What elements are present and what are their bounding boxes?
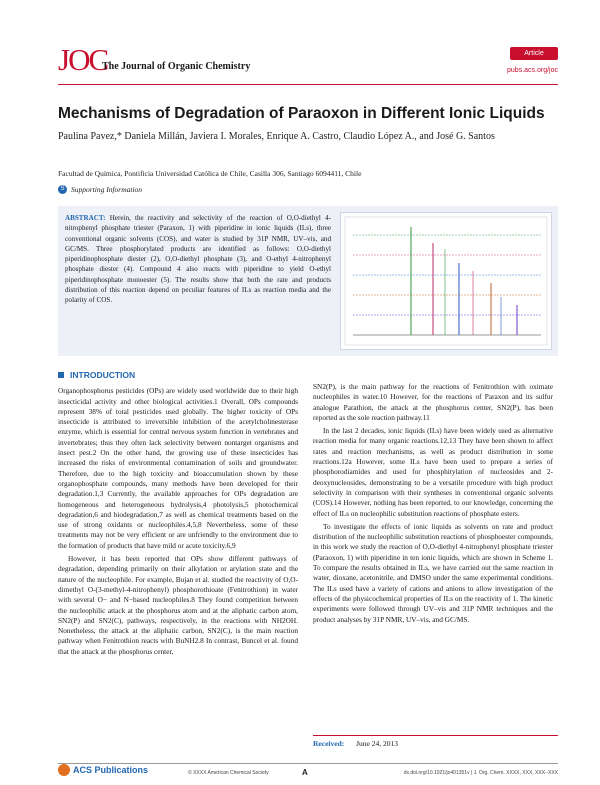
supporting-info-icon: S (58, 185, 67, 194)
received-value: June 24, 2013 (356, 739, 398, 748)
page-footer (58, 765, 558, 780)
supporting-information-link[interactable] (58, 185, 142, 194)
supporting-info-label: Supporting Information (71, 185, 143, 194)
journal-logo: JOC (58, 42, 108, 77)
received-label: Received: (313, 739, 345, 748)
abstract-box (58, 206, 558, 356)
journal-url-link[interactable]: pubs.acs.org/joc (507, 67, 558, 74)
intro-paragraph: However, it has been reported that OPs show different pathways of degradation, depending primarily on their alkylation or arylation state and the nature of the nucleophile. For example, Bujan et al. studied the reactivity of O,O-dimethyl O-(3-methyl-4-nitrophenyl) phosphorothioate (Fenitrothion) in water with several O− and N−based nucleophiles.8 They found competition between the nucleophilic attack at the phosphorus atom and at the aliphatic carbon atom, SN2(P) and SN2(C), pathways, respectively, in the reactions with NH2OH. Nonetheless, the attack at the aliphatic carbon, SN2(C), is the main reaction pathway when Fenitrothion reacts with BuNH2.8 In contrast, Buncel et al. found that the attack at the phosphorus center, (58, 554, 298, 656)
article-title: Mechanisms of Degradation of Paraoxon in Different Ionic Liquids (58, 105, 545, 122)
abstract-text (65, 213, 331, 306)
introduction-left-column (58, 370, 298, 660)
intro-paragraph: Organophosphorus pesticides (OPs) are widely used worldwide due to their high insecticidal activity and other biological activities.1 Overall, OPs compounds represent 38% of total pesticides used globally. The higher toxicity of OPs insecticide is attributed to irreversible inhibition of the acetylcholinesterase enzyme, which is essential for central nervous system function in vertebrates and invertebrates; thus they often lack selectivity between nontarget organisms and insect pest.2 On the other hand, the growing use of these insecticides has increased the risks of environmental contamination of soils and groundwater. Therefore, due to the high toxicity and bioaccumulation shown by these organophosphate compounds, many methods have been developed for their degradation.1,3 Currently, the available approaches for OPs degradation are homogeneous and heterogeneous hydrolysis,4 photolysis,5 photochemical degradation,6 and biodegradation,7 as well as chemical treatments based on the use of strong oxidants or nucleophiles.4,5,8 Nevertheless, some of these treatments may not be very efficient or are unfriendly to the environment due to the formation of products that have mild or acute toxicity.6,9 (58, 386, 298, 550)
introduction-heading-label: INTRODUCTION (70, 370, 136, 380)
copyright-notice: © XXXX American Chemical Society (188, 770, 269, 776)
affiliation: Facultad de Química, Pontificia Universidad Católica de Chile, Casilla 306, Santiago 6094411, Chile (58, 169, 362, 178)
acs-publications-logo[interactable] (58, 764, 148, 776)
introduction-right-column (313, 382, 553, 628)
acs-publisher-name: ACS Publications (73, 765, 149, 775)
page-number: A (302, 768, 308, 777)
toc-graphic-spectra (340, 212, 552, 350)
intro-paragraph: SN2(P), is the main pathway for the reactions of Fenitrothion with oximate nucleophiles in water.10 However, for the reactions of Paraxon and its sulfur analogue Parathion, the attack at the phosphorus center, SN2(P), has been reported as the sole reaction pathway.11 (313, 382, 553, 422)
abstract-body: Herein, the reactivity and selectivity of the reaction of O,O-diethyl 4-nitrophenyl phosphate triester (Paraxon, 1) with piperidine in ionic liquids (ILs), three conventional organic solvents (COS), and water is studied by 31P NMR, UV–vis, and GC/MS. Three phosphorylated products are identified as follows: O,O-diethyl piperidinophosphate diester (2), O,O-diethyl phosphate (3), and O-ethyl 4-nitrophenyl phosphate diester (4). Compound 4 also reacts with piperidine to yield O-ethyl piperidinophosphate monoester (5). The results show that both the rate and products distribution of this reaction depend on peculiar features of ILs as reaction media and the polarity of COS. (65, 214, 331, 305)
header-divider (58, 84, 558, 85)
author-list: Paulina Pavez,* Daniela Millán, Javiera I. Morales, Enrique A. Castro, Claudio López A., and José G. Santos (58, 131, 495, 142)
journal-header (58, 42, 558, 85)
nmr-spectra-graphic (341, 213, 551, 349)
article-type-badge: Article (510, 47, 558, 60)
received-date (313, 735, 558, 748)
introduction-heading (58, 370, 298, 380)
doi-citation[interactable]: dx.doi.org/10.1021/jo401351v | J. Org. Chem. XXXX, XXX, XXX−XXX (403, 770, 558, 776)
abstract-heading: ABSTRACT: (65, 214, 106, 222)
intro-paragraph: To investigate the effects of ionic liquids as solvents on rate and product distribution of the nucleophilic substitution reactions of phosphoester compounds, in this work we study the reaction of O,O-diethyl 4-nitrophenyl phosphate triester (Paraoxon, 1) with piperidine in ten ionic liquids, which are shown in Scheme 1. To compare the results obtained in ILs, we have carried out the same reaction in water, dioxane, acetonitrile, and DMSO under the same experimental conditions. The ILs used have a variety of cations and anions to allow investigation of the effects of the physicochemical properties of ILs on the reactivity of 1. The kinetic experiments were followed through UV–vis and 31P NMR techniques and the product analyses by 31P NMR, UV–vis, and GC/MS. (313, 521, 553, 624)
intro-paragraph: In the last 2 decades, ionic liquids (ILs) have been widely used as alternative reaction media for many organic reactions.12,13 They have been shown to affect rates and reaction mechanisms, as well as product distribution in some reactions.12a However, some ILs have been used to prepare a series of phosphorodiamides and used for phosphitylation of nucleosides and 2-deoxynucleosides, demonstrating to be a versatile procedure with high product selectivity in comparison with their syntheses in conventional organic solvents (COS).14 However, nothing has been reported, to our knowledge, concerning the effect of ILs on nucleophilic substitution reactions of phosphate esters. (313, 426, 553, 518)
acs-logo-icon (58, 764, 70, 776)
section-bullet-icon (58, 372, 64, 378)
journal-name: The Journal of Organic Chemistry (102, 61, 251, 72)
